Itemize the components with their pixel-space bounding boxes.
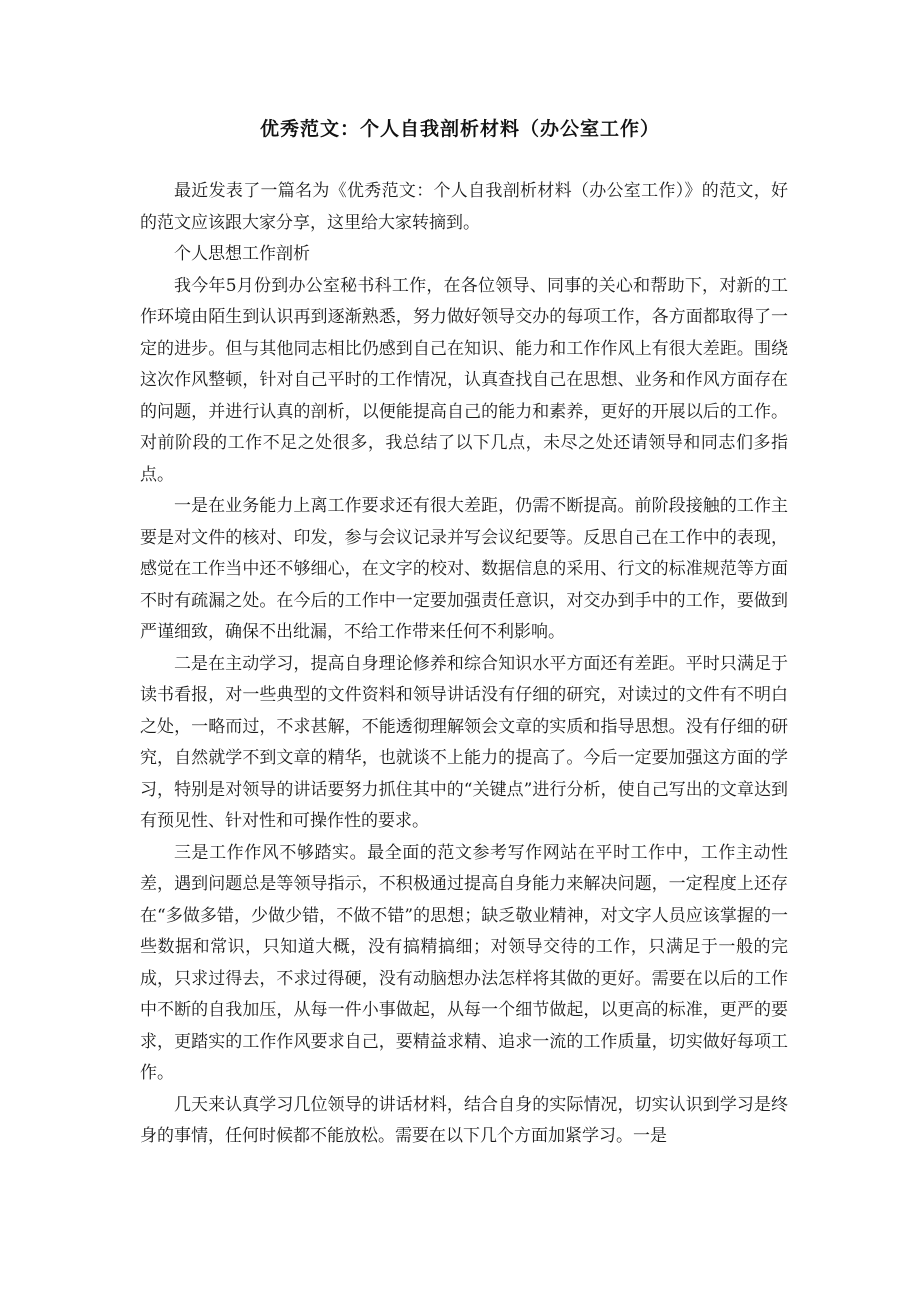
paragraph-study: 几天来认真学习几位领导的讲话材料，结合自身的实际情况，切实认识到学习是终身的事情，任何时候都不能放松。需要在以下几个方面加紧学习。一是 [140,1094,788,1146]
paragraph-overview: 我今年5月份到办公室秘书科工作，在各位领导、同事的关心和帮助下，对新的工作环境由陌生到认识再到逐渐熟悉，努力做好领导交办的每项工作，各方面都取得了一定的进步。但与其他同志相比仍感到自己在知识、能力和工作作风上有很大差距。围绕这次作风整顿，针对自己平时的工作情况，认真查找自己在思想、业务和作风方面存在的问题，并进行认真的剖析，以便能提高自己的能力和素养，更好的开展以后的工作。对前阶段的工作不足之处很多，我总结了以下几点，未尽之处还请领导和同志们多指点。 [140,275,788,485]
paragraph-point-two: 二是在主动学习，提高自身理论修养和综合知识水平方面还有差距。平时只满足于读书看报，对一些典型的文件资料和领导讲话没有仔细的研究，对读过的文件有不明白之处，一略而过，不求甚解，不能透彻理解领会文章的实质和指导思想。没有仔细的研究，自然就学不到文章的精华，也就谈不上能力的提高了。今后一定要加强这方面的学习，特别是对领导的讲话要努力抓住其中的“关键点”进行分析，使自己写出的文章达到有预见性、针对性和可操作性的要求。 [140,653,788,831]
document-title: 优秀范文：个人自我剖析材料（办公室工作） [259,118,660,140]
paragraph-intro: 最近发表了一篇名为《优秀范文：个人自我剖析材料（办公室工作）》的范文，好的范文应该跟大家分享，这里给大家转摘到。 [140,181,788,233]
paragraph-point-one: 一是在业务能力上离工作要求还有很大差距，仍需不断提高。前阶段接触的工作主要是对文件的核对、印发，参与会议记录并写会议纪要等。反思自己在工作中的表现，感觉在工作当中还不够细心，在文字的校对、数据信息的采用、行文的标准规范等方面不时有疏漏之处。在今后的工作中一定要加强责任意识，对交办到手中的工作，要做到严谨细致，确保不出纰漏，不给工作带来任何不利影响。 [140,496,788,642]
paragraph-point-three: 三是工作作风不够踏实。最全面的范文参考写作网站在平时工作中，工作主动性差，遇到问题总是等领导指示，不积极通过提高自身能力来解决问题，一定程度上还存在“多做多错，少做少错，不做不错”的思想；缺乏敬业精神，对文字人员应该掌握的一些数据和常识，只知道大概，没有搞精搞细；对领导交待的工作，只满足于一般的完成，只求过得去，不求过得硬，没有动脑想办法怎样将其做的更好。需要在以后的工作中不断的自我加压，从每一件小事做起，从每一个细节做起，以更高的标准，更严的要求，更踏实的工作作风要求自己，要精益求精、追求一流的工作质量，切实做好每项工作。 [140,842,788,1083]
document-body [140,176,788,1153]
section-heading: 个人思想工作剖析 [174,244,310,264]
